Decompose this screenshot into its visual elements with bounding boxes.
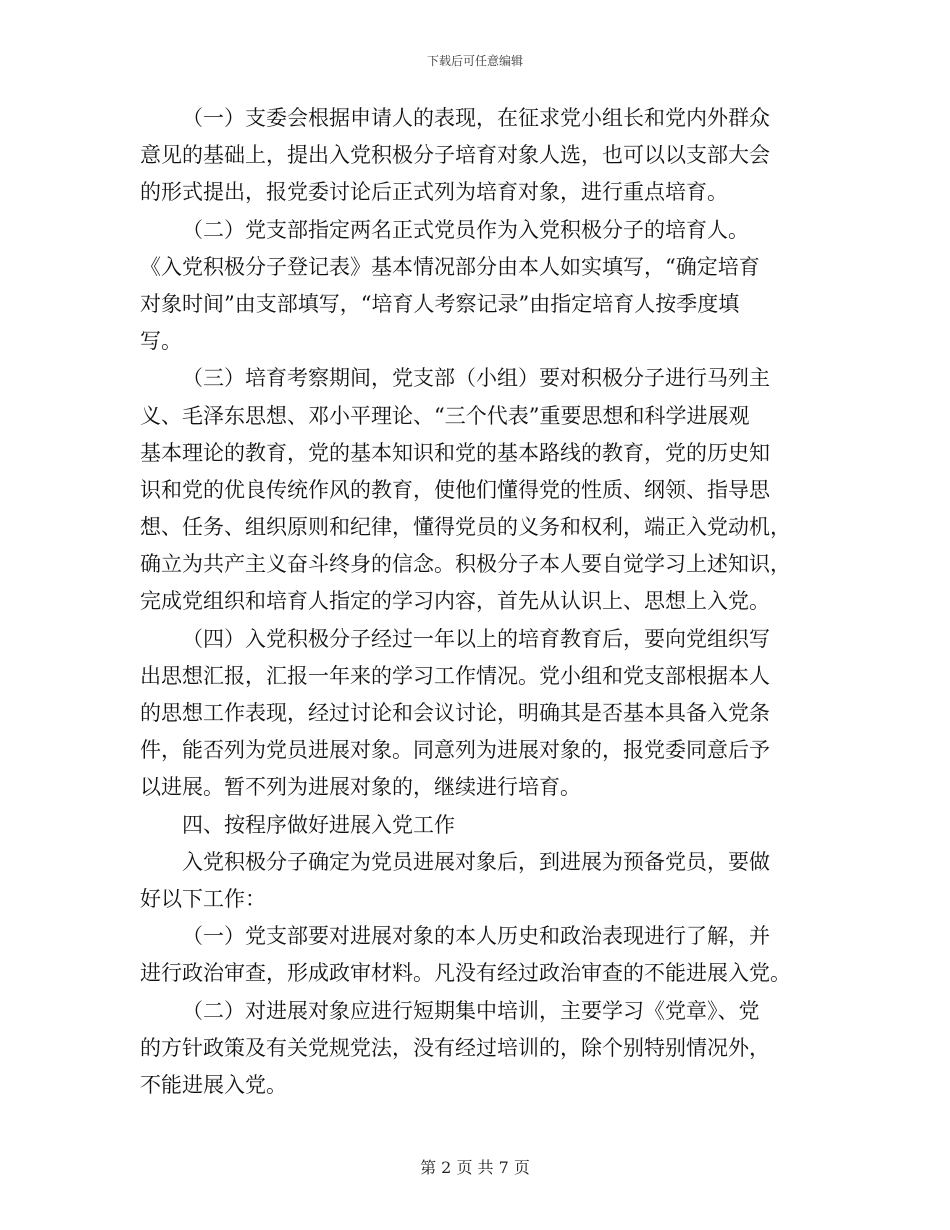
text-line: 想、任务、组织原则和纪律，懂得党员的义务和权利，端正入党动机， — [140, 515, 791, 540]
text-line: （一）党支部要对进展对象的本人历史和政治表现进行了解，并 — [182, 924, 770, 949]
text-line: 不能进展入党。 — [140, 1072, 287, 1097]
text-line: 入党积极分子确定为党员进展对象后，到进展为预备党员，要做 — [182, 849, 770, 874]
text-line: 的方针政策及有关党规党法，没有经过培训的，除个别特别情况外， — [140, 1035, 770, 1060]
page-number: 第 2 页 共 7 页 — [420, 1158, 530, 1177]
text-line: （二）党支部指定两名正式党员作为入党积极分子的培育人。 — [182, 217, 749, 242]
text-line: 完成党组织和培育人指定的学习内容，首先从认识上、思想上入党。 — [140, 589, 770, 614]
text-line: 意见的基础上，提出入党积极分子培育对象人选，也可以以支部大会 — [140, 143, 770, 168]
text-line: 识和党的优良传统作风的教育，使他们懂得党的性质、纲领、指导思 — [140, 477, 770, 502]
text-line: 写。 — [140, 329, 182, 354]
text-line: 以进展。暂不列为进展对象的，继续进行培育。 — [140, 775, 581, 800]
text-line: 义、毛泽东思想、邓小平理论、“三个代表”重要思想和科学进展观 — [140, 403, 750, 428]
text-line: 对象时间”由支部填写，“培育人考察记录”由指定培育人按季度填 — [140, 291, 740, 316]
text-line: 的思想工作表现，经过讨论和会议讨论，明确其是否基本具备入党条 — [140, 701, 770, 725]
text-line: 确立为共产主义奋斗终身的信念。积极分子本人要自觉学习上述知识， — [140, 552, 791, 577]
text-line: （四）入党积极分子经过一年以上的培育教育后，要向党组织写 — [182, 626, 770, 651]
document-body — [140, 100, 812, 1104]
text-line: 基本理论的教育，党的基本知识和党的基本路线的教育，党的历史知 — [140, 440, 770, 465]
text-line: 的形式提出，报党委讨论后正式列为培育对象，进行重点培育。 — [140, 180, 728, 205]
page-header: 下载后可任意编辑 — [426, 54, 523, 68]
text-line: 件，能否列为党员进展对象。同意列为进展对象的，报党委同意后予 — [140, 738, 770, 763]
text-line: 《入党积极分子登记表》基本情况部分由本人如实填写，“确定培育 — [140, 254, 760, 279]
text-line: 进行政治审查，形成政审材料。凡没有经过政治审查的不能进展入党。 — [140, 961, 791, 986]
text-line: （二）对进展对象应进行短期集中培训，主要学习《党章》、党 — [182, 998, 760, 1023]
text-line: （三）培育考察期间，党支部（小组）要对积极分子进行马列主 — [182, 366, 770, 391]
text-line: （一）支委会根据申请人的表现，在征求党小组长和党内外群众 — [182, 106, 770, 130]
text-line: 出思想汇报，汇报一年来的学习工作情况。党小组和党支部根据本人 — [140, 663, 770, 688]
text-line: 好以下工作： — [140, 886, 266, 911]
section-heading: 四、按程序做好进展入党工作 — [182, 812, 455, 837]
